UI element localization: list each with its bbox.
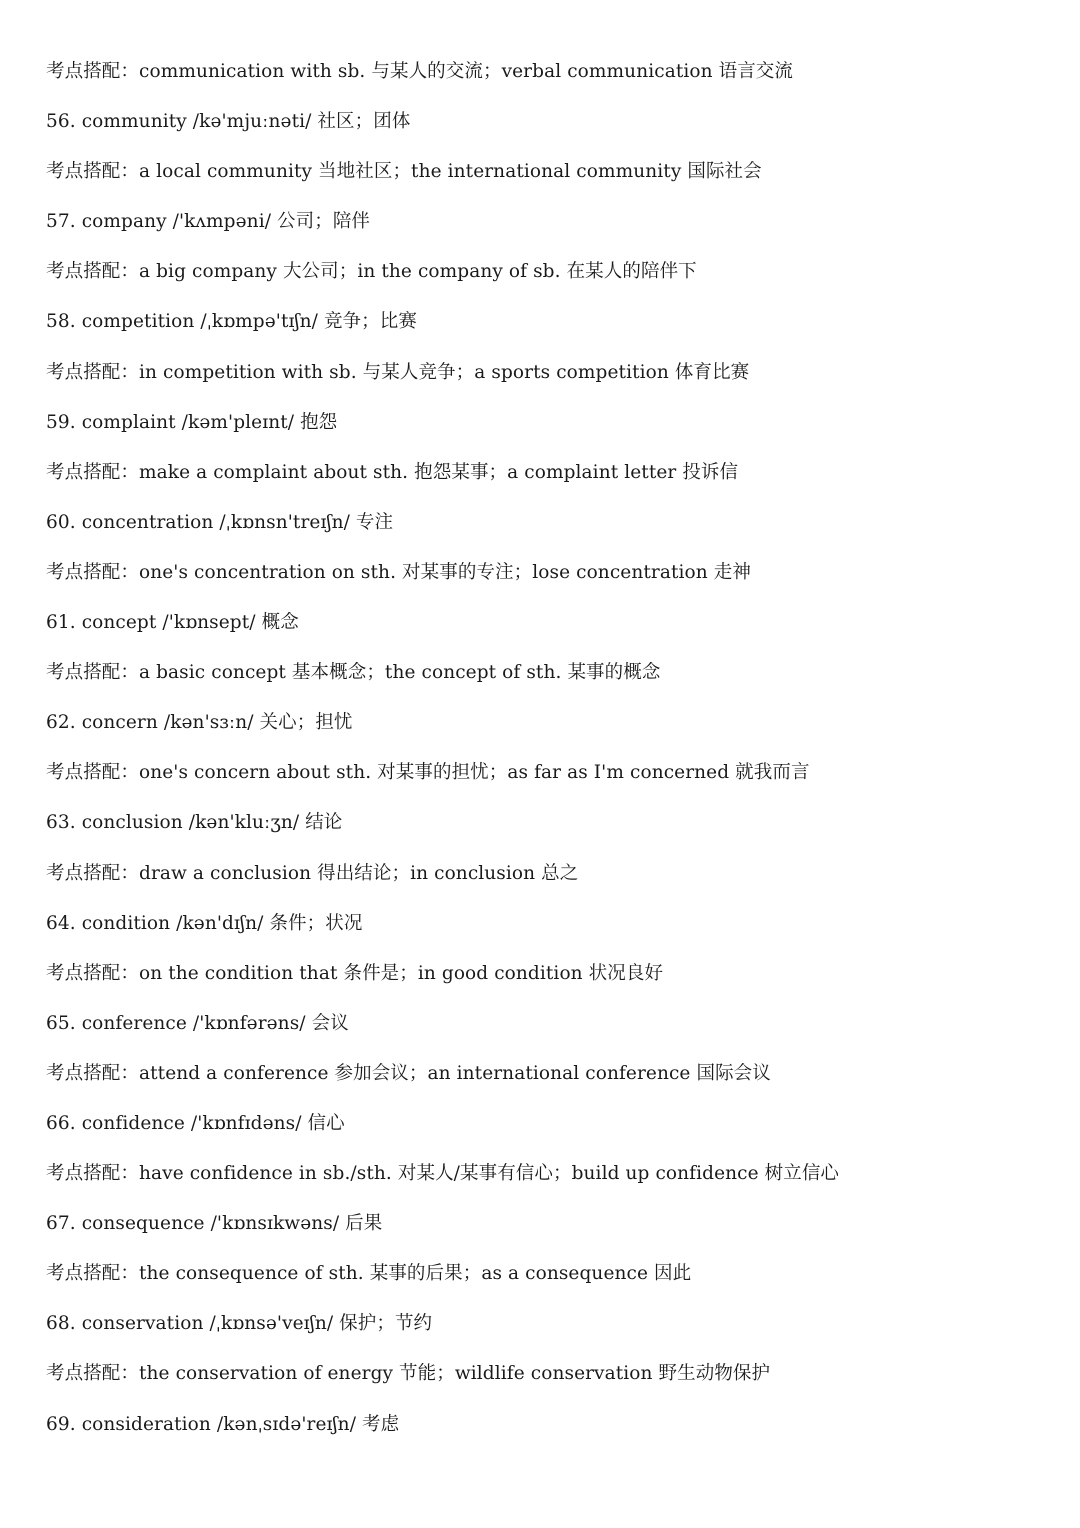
word-entry: 69. consideration /kənˌsɪdə'reɪʃn/ 考虑 (46, 1413, 400, 1435)
word-entry: 62. concern /kən'sɜːn/ 关心；担忧 (46, 712, 353, 734)
collocation-line: 考点搭配：a big company 大公司；in the company of sb. 在某人的陪伴下 (46, 261, 697, 283)
collocation-line: 考点搭配：make a complaint about sth. 抱怨某事；a complaint letter 投诉信 (46, 461, 739, 483)
collocation-line: 考点搭配：draw a conclusion 得出结论；in conclusion 总之 (46, 862, 579, 884)
word-entry: 56. community /kə'mjuːnəti/ 社区；团体 (46, 111, 411, 133)
word-entry: 63. conclusion /kən'kluːʒn/ 结论 (46, 812, 343, 834)
collocation-line: 考点搭配：communication with sb. 与某人的交流；verbal communication 语言交流 (46, 61, 794, 82)
collocation-line: 考点搭配：in competition with sb. 与某人竞争；a sports competition 体育比赛 (46, 361, 750, 383)
word-entry: 68. conservation /ˌkɒnsə'veɪʃn/ 保护；节约 (46, 1313, 433, 1335)
collocation-line: 考点搭配：attend a conference 参加会议；an international conference 国际会议 (46, 1062, 771, 1084)
collocation-line: 考点搭配：a basic concept 基本概念；the concept of sth. 某事的概念 (46, 662, 661, 684)
word-entry: 67. consequence /'kɒnsɪkwəns/ 后果 (46, 1213, 383, 1235)
word-entry: 64. condition /kən'dɪʃn/ 条件；状况 (46, 912, 363, 934)
word-entry: 58. competition /ˌkɒmpə'tɪʃn/ 竞争；比赛 (46, 311, 417, 333)
collocation-line: 考点搭配：on the condition that 条件是；in good condition 状况良好 (46, 962, 664, 984)
word-entry: 65. conference /'kɒnfərəns/ 会议 (46, 1012, 349, 1034)
word-entry: 66. confidence /'kɒnfɪdəns/ 信心 (46, 1112, 345, 1134)
collocation-line: 考点搭配：the conservation of energy 节能；wildlife conservation 野生动物保护 (46, 1363, 771, 1385)
collocation-line: 考点搭配：one's concentration on sth. 对某事的专注；lose concentration 走神 (46, 561, 751, 583)
collocation-line: 考点搭配：one's concern about sth. 对某事的担忧；as far as I'm concerned 就我而言 (46, 762, 810, 784)
word-entry: 57. company /'kʌmpəni/ 公司；陪伴 (46, 211, 371, 233)
word-entry: 59. complaint /kəm'pleɪnt/ 抱怨 (46, 411, 338, 433)
word-entry: 60. concentration /ˌkɒnsn'treɪʃn/ 专注 (46, 511, 394, 533)
collocation-line: 考点搭配：the consequence of sth. 某事的后果；as a consequence 因此 (46, 1263, 692, 1285)
vocabulary-list (46, 54, 1046, 1457)
collocation-line: 考点搭配：a local community 当地社区；the international community 国际社会 (46, 161, 762, 183)
collocation-line: 考点搭配：have confidence in sb./sth. 对某人/某事有信心；build up confidence 树立信心 (46, 1163, 840, 1185)
word-entry: 61. concept /'kɒnsept/ 概念 (46, 612, 299, 634)
